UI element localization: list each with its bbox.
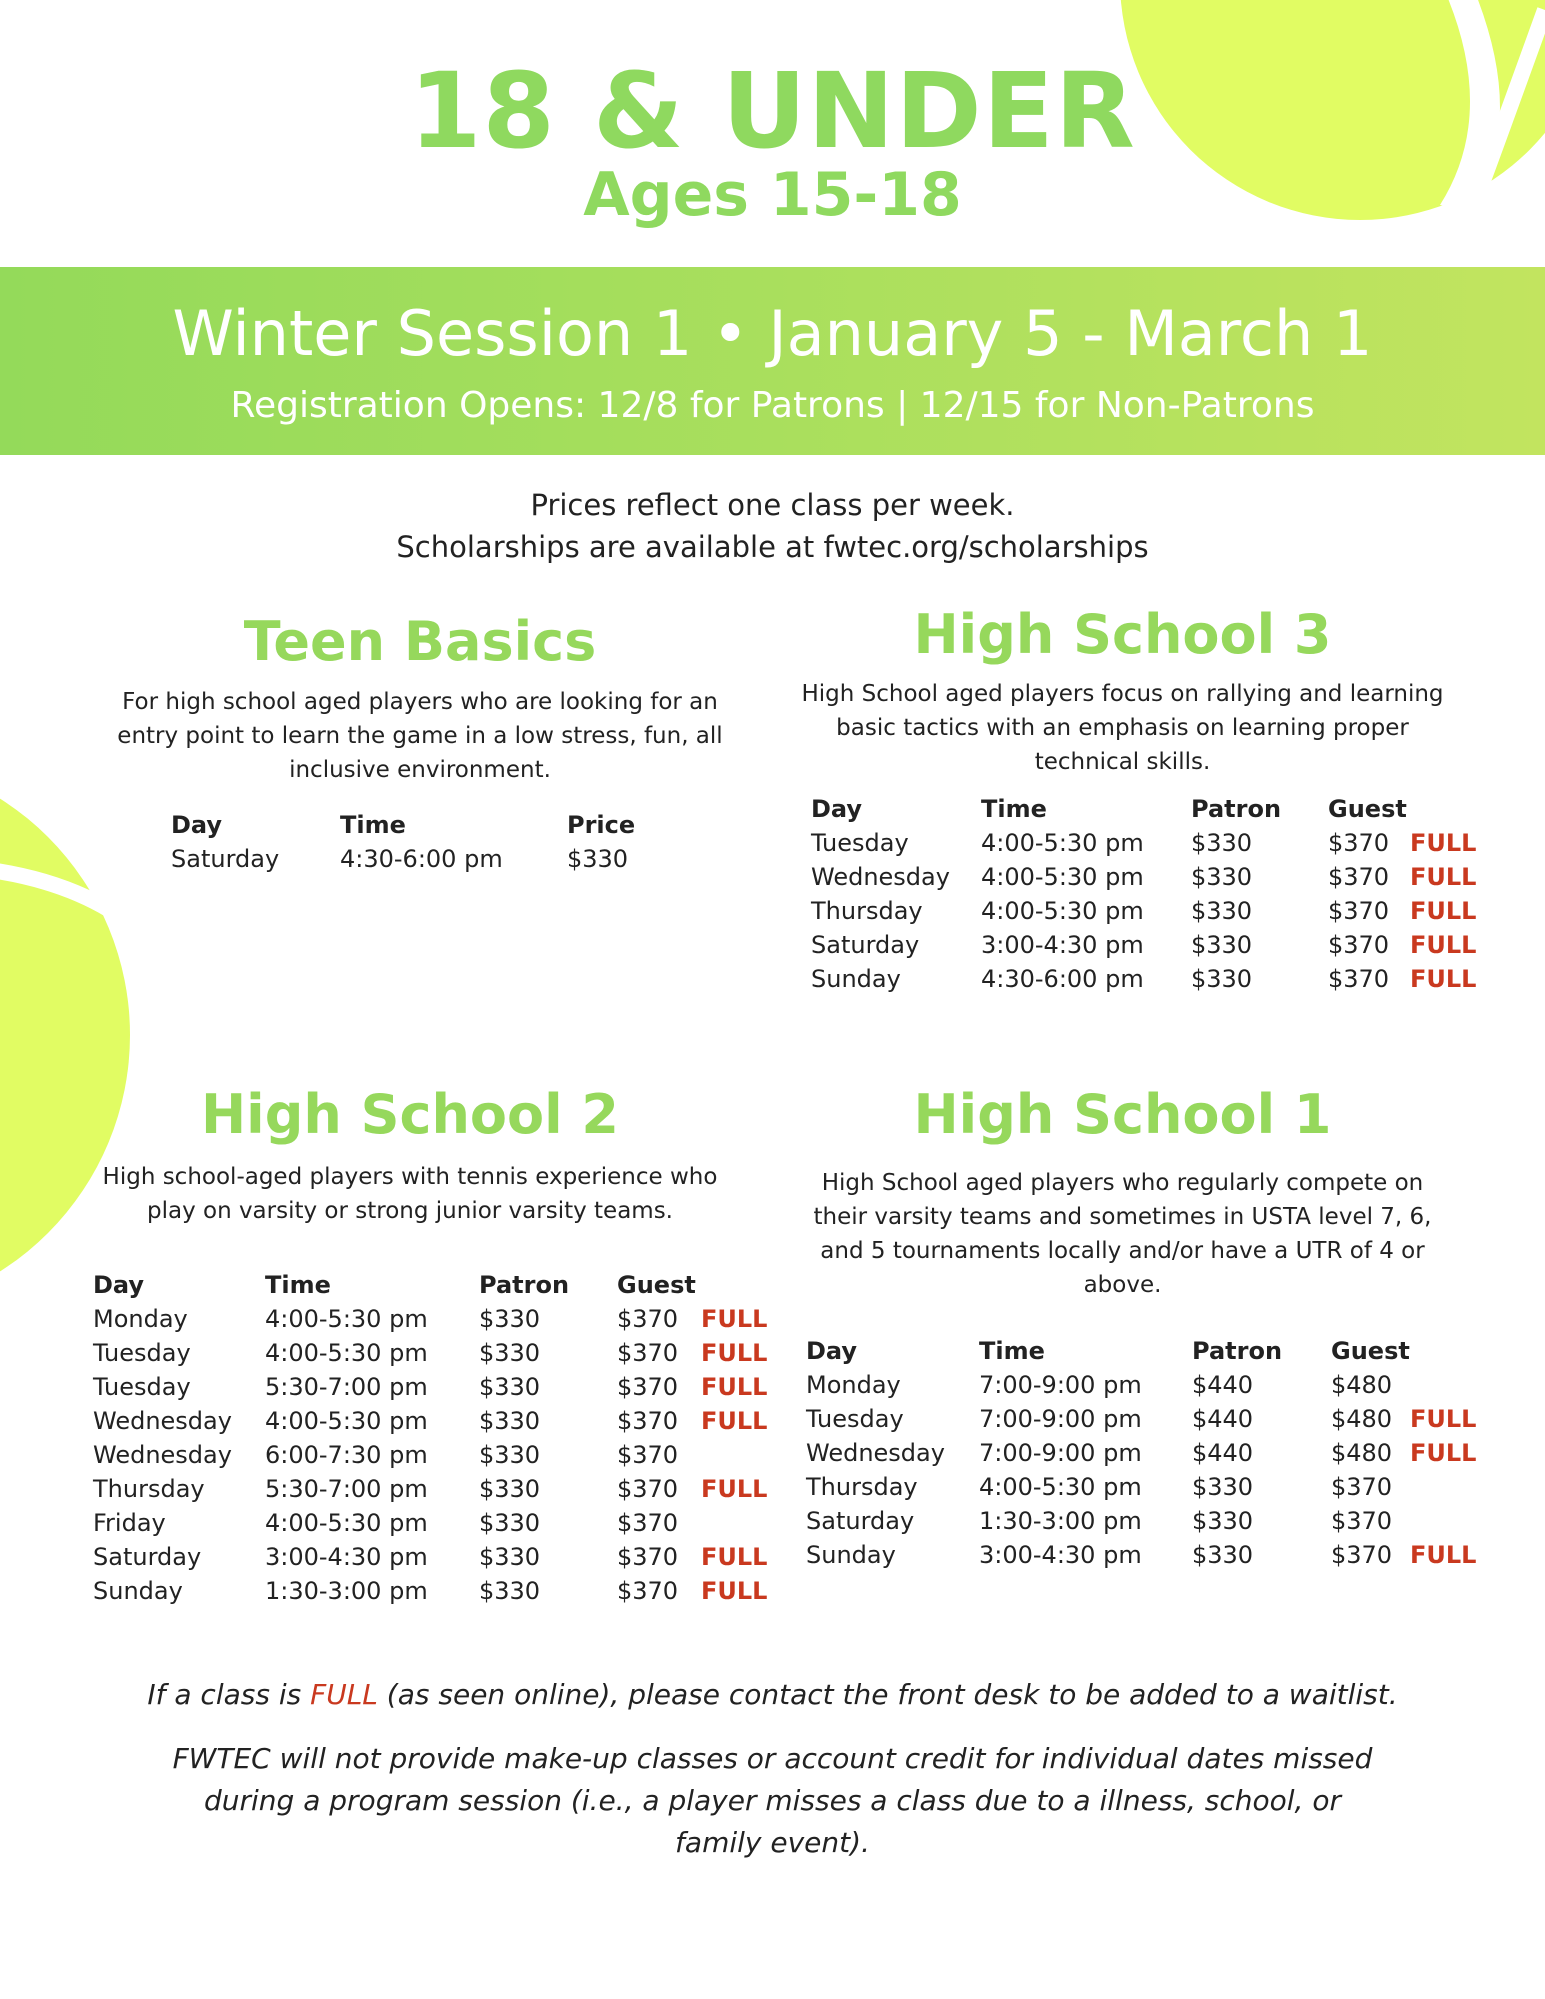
full-status-badge: FULL (701, 1577, 768, 1605)
high-school-1-description: High School aged players who regularly compete on their varsity teams and sometimes in USTA level 7, 6, and 5 tournaments locally and/or have a UTR of 4 or above. (813, 1170, 1432, 1298)
time-cell: 3:00-4:30 pm (981, 931, 1144, 959)
guest-price-cell: $370 (617, 1305, 679, 1333)
time-cell: 4:30-6:00 pm (340, 845, 503, 873)
day-cell: Tuesday (811, 829, 909, 857)
time-cell: 4:00-5:30 pm (265, 1407, 428, 1435)
full-status-badge (1410, 1368, 1480, 1402)
waitlist-text-end: (as seen online), please contact the front desk to be added to a waitlist. (377, 1678, 1398, 1711)
column-header: Price (567, 811, 636, 839)
table-row (806, 1368, 1480, 1402)
registration-dates: Registration Opens: 12/8 for Patrons | 12/15 for Non-Patrons (230, 385, 1315, 426)
full-status-badge: FULL (1410, 829, 1477, 857)
full-status-badge (701, 1506, 771, 1540)
patron-price-cell: $330 (479, 1339, 541, 1367)
patron-price-cell: $330 (1191, 897, 1253, 925)
day-cell: Sunday (811, 965, 901, 993)
day-cell: Wednesday (93, 1407, 232, 1435)
full-status-badge (1410, 1504, 1480, 1538)
patron-price-cell: $330 (1192, 1507, 1254, 1535)
full-status-badge: FULL (1410, 931, 1477, 959)
day-cell: Thursday (806, 1473, 918, 1501)
patron-price-cell: $330 (479, 1509, 541, 1537)
table-row (93, 1438, 771, 1472)
time-cell: 6:00-7:30 pm (265, 1441, 428, 1469)
column-header: Patron (479, 1271, 570, 1299)
table-row (93, 1574, 771, 1608)
time-cell: 4:30-6:00 pm (981, 965, 1144, 993)
patron-price-cell: $440 (1192, 1371, 1254, 1399)
time-cell: 4:00-5:30 pm (265, 1305, 428, 1333)
guest-price-cell: $370 (617, 1543, 679, 1571)
guest-price-cell: $370 (1328, 931, 1390, 959)
patron-price-cell: $330 (479, 1441, 541, 1469)
column-header: Time (340, 811, 406, 839)
day-cell: Monday (806, 1371, 901, 1399)
high-school-3-schedule (811, 792, 1480, 996)
full-status-badge (701, 1438, 771, 1472)
full-status-badge: FULL (701, 1373, 768, 1401)
time-cell: 3:00-4:30 pm (265, 1543, 428, 1571)
guest-price-cell: $370 (1331, 1541, 1393, 1569)
patron-price-cell: $330 (1191, 931, 1253, 959)
high-school-3-description: High School aged players focus on rallying and learning basic tactics with an emphasis on learning proper technical skills. (801, 681, 1444, 775)
column-header: Patron (1192, 1337, 1283, 1365)
table-row (93, 1370, 771, 1404)
patron-price-cell: $330 (479, 1475, 541, 1503)
price-cell: $330 (567, 845, 629, 873)
day-cell: Monday (93, 1305, 188, 1333)
time-cell: 5:30-7:00 pm (265, 1373, 428, 1401)
time-cell: 7:00-9:00 pm (979, 1405, 1142, 1433)
column-header: Day (806, 1337, 858, 1365)
guest-price-cell: $370 (1328, 829, 1390, 857)
guest-price-cell: $370 (1331, 1473, 1393, 1501)
full-status-badge: FULL (1410, 863, 1477, 891)
day-cell: Tuesday (806, 1405, 904, 1433)
table-row (93, 1506, 771, 1540)
full-status-badge: FULL (701, 1305, 768, 1333)
column-header: Guest (1328, 795, 1407, 823)
full-status-badge: FULL (701, 1407, 768, 1435)
time-cell: 7:00-9:00 pm (979, 1439, 1142, 1467)
day-cell: Wednesday (806, 1439, 945, 1467)
patron-price-cell: $440 (1192, 1439, 1254, 1467)
guest-price-cell: $370 (617, 1441, 679, 1469)
guest-price-cell: $370 (617, 1509, 679, 1537)
table-row (93, 1404, 771, 1438)
patron-price-cell: $330 (1192, 1541, 1254, 1569)
session-dates: Winter Session 1 • January 5 - March 1 (172, 297, 1373, 370)
day-cell: Thursday (93, 1475, 205, 1503)
time-cell: 5:30-7:00 pm (265, 1475, 428, 1503)
table-row (93, 1302, 771, 1336)
table-row (93, 1336, 771, 1370)
guest-price-cell: $370 (1328, 965, 1390, 993)
column-header: Day (93, 1271, 145, 1299)
patron-price-cell: $330 (1191, 965, 1253, 993)
full-status-badge: FULL (701, 1475, 768, 1503)
patron-price-cell: $440 (1192, 1405, 1254, 1433)
guest-price-cell: $370 (617, 1577, 679, 1605)
waitlist-note (0, 1678, 1545, 1711)
column-header: Guest (617, 1271, 696, 1299)
patron-price-cell: $330 (479, 1577, 541, 1605)
high-school-2-schedule (93, 1268, 771, 1608)
guest-price-cell: $370 (617, 1475, 679, 1503)
time-cell: 4:00-5:30 pm (979, 1473, 1142, 1501)
patron-price-cell: $330 (479, 1407, 541, 1435)
time-cell: 4:00-5:30 pm (981, 829, 1144, 857)
table-row (93, 1540, 771, 1574)
table-row (806, 1504, 1480, 1538)
session-banner (0, 267, 1545, 455)
guest-price-cell: $370 (617, 1339, 679, 1367)
column-header: Time (979, 1337, 1045, 1365)
guest-price-cell: $370 (617, 1407, 679, 1435)
table-row (811, 894, 1480, 928)
waitlist-text-start: If a class is (147, 1678, 311, 1711)
table-row (93, 1472, 771, 1506)
age-range-subtitle: Ages 15-18 (583, 160, 962, 230)
guest-price-cell: $480 (1331, 1405, 1393, 1433)
day-cell: Saturday (811, 931, 920, 959)
guest-price-cell: $370 (617, 1373, 679, 1401)
time-cell: 4:00-5:30 pm (265, 1509, 428, 1537)
table-row (806, 1538, 1480, 1572)
table-row (811, 928, 1480, 962)
full-status-badge: FULL (1410, 1541, 1477, 1569)
full-status-badge: FULL (701, 1543, 768, 1571)
table-row (171, 842, 667, 876)
column-header: Day (811, 795, 863, 823)
day-cell: Tuesday (93, 1339, 191, 1367)
table-row (811, 962, 1480, 996)
page-title: 18 & UNDER (409, 50, 1136, 172)
table-row (811, 826, 1480, 860)
time-cell: 4:00-5:30 pm (981, 897, 1144, 925)
patron-price-cell: $330 (479, 1373, 541, 1401)
price-note: Prices reflect one class per week. (530, 488, 1015, 522)
time-cell: 7:00-9:00 pm (979, 1371, 1142, 1399)
day-cell: Tuesday (93, 1373, 191, 1401)
day-cell: Wednesday (93, 1441, 232, 1469)
table-row (806, 1470, 1480, 1504)
time-cell: 3:00-4:30 pm (979, 1541, 1142, 1569)
full-status-badge: FULL (701, 1339, 768, 1367)
patron-price-cell: $330 (1192, 1473, 1254, 1501)
column-header: Time (265, 1271, 331, 1299)
day-cell: Sunday (806, 1541, 896, 1569)
full-status-badge: FULL (1410, 897, 1477, 925)
time-cell: 4:00-5:30 pm (981, 863, 1144, 891)
patron-price-cell: $330 (1191, 863, 1253, 891)
day-cell: Saturday (806, 1507, 915, 1535)
table-row (811, 860, 1480, 894)
teen-basics-description: For high school aged players who are looking for an entry point to learn the game in a low stress, fun, all inclusive environment. (117, 689, 723, 783)
patron-price-cell: $330 (479, 1543, 541, 1571)
patron-price-cell: $330 (479, 1305, 541, 1333)
waitlist-full-word: FULL (310, 1678, 378, 1711)
column-header: Time (981, 795, 1047, 823)
day-cell: Saturday (93, 1543, 202, 1571)
high-school-1-title: High School 1 (913, 1083, 1332, 1146)
scholarship-note: Scholarships are available at fwtec.org/scholarships (396, 530, 1149, 564)
column-header: Patron (1191, 795, 1282, 823)
patron-price-cell: $330 (1191, 829, 1253, 857)
guest-price-cell: $370 (1328, 897, 1390, 925)
table-row (806, 1402, 1480, 1436)
guest-price-cell: $370 (1331, 1507, 1393, 1535)
high-school-2-description: High school-aged players with tennis experience who play on varsity or strong junior varsity teams. (102, 1164, 718, 1224)
day-cell: Wednesday (811, 863, 950, 891)
day-cell: Saturday (171, 845, 280, 873)
time-cell: 1:30-3:00 pm (265, 1577, 428, 1605)
day-cell: Friday (93, 1509, 166, 1537)
full-status-badge: FULL (1410, 1439, 1477, 1467)
table-row (806, 1436, 1480, 1470)
column-header: Day (171, 811, 223, 839)
column-header: Guest (1331, 1337, 1410, 1365)
full-status-badge (1410, 1470, 1480, 1504)
time-cell: 4:00-5:30 pm (265, 1339, 428, 1367)
full-status-badge: FULL (1410, 965, 1477, 993)
day-cell: Sunday (93, 1577, 183, 1605)
guest-price-cell: $480 (1331, 1439, 1393, 1467)
high-school-2-title: High School 2 (200, 1083, 620, 1146)
makeup-policy-note: FWTEC will not provide make-up classes or account credit for individual dates missed during a program session (i.e., a player misses a class due to a illness, school, or family event). (172, 1742, 1373, 1859)
guest-price-cell: $370 (1328, 863, 1390, 891)
teen-basics-schedule (171, 808, 667, 876)
guest-price-cell: $480 (1331, 1371, 1393, 1399)
time-cell: 1:30-3:00 pm (979, 1507, 1142, 1535)
high-school-1-schedule (806, 1334, 1480, 1572)
full-status-badge: FULL (1410, 1405, 1477, 1433)
high-school-3-title: High School 3 (913, 603, 1332, 666)
day-cell: Thursday (811, 897, 923, 925)
teen-basics-title: Teen Basics (243, 610, 597, 673)
